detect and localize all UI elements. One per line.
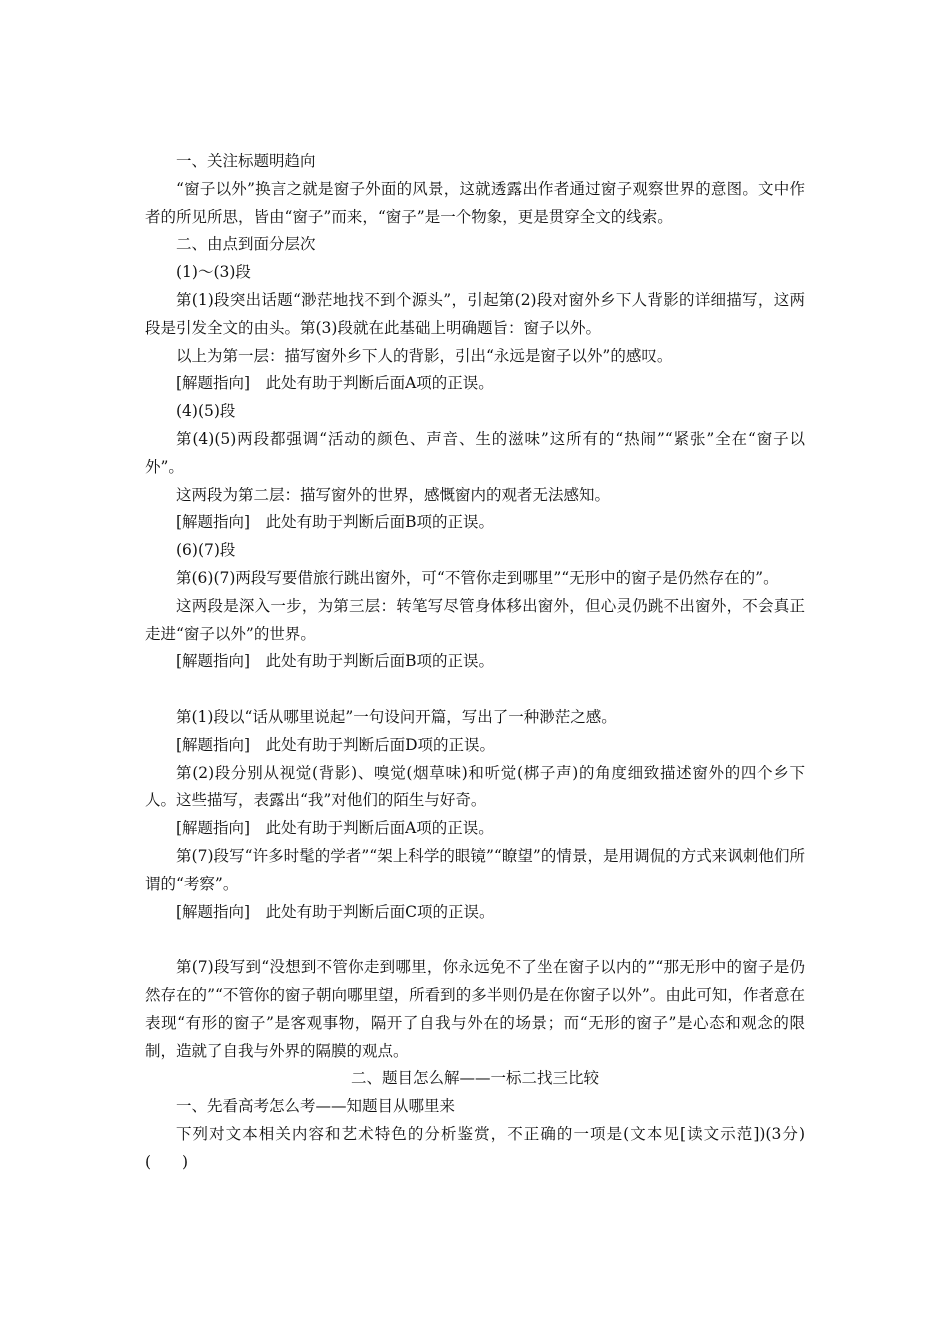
hint-note: [解题指向] 此处有助于判断后面D项的正误。 (176, 735, 496, 754)
paragraph: 以上为第一层：描写窗外乡下人的背影，引出“永远是窗子以外”的感叹。 (176, 346, 673, 365)
subheading: (6)(7)段 (176, 541, 236, 560)
centered-heading: 二、题目怎么解——一标二找三比较 (350, 1069, 599, 1088)
blank-line (145, 926, 805, 954)
document-body (145, 148, 805, 1176)
paragraph: 这两段是深入一步，为第三层：转笔写尽管身体移出窗外，但心灵仍跳不出窗外，不会真正走进“窗子以外”的世界。 (145, 596, 805, 643)
paragraph: “窗子以外”换言之就是窗子外面的风景，这就透露出作者通过窗子观察世界的意图。文中作者的所见所思，皆由“窗子”而来，“窗子”是一个物象，更是贯穿全文的线索。 (145, 179, 805, 226)
hint-note: [解题指向] 此处有助于判断后面A项的正误。 (176, 374, 494, 393)
paragraph: 第(4)(5)两段都强调“活动的颜色、声音、生的滋味”这所有的“热闹”“紧张”全在“窗子以外”。 (145, 429, 805, 476)
subheading: (4)(5)段 (176, 402, 236, 421)
section-heading: 一、先看高考怎么考——知题目从哪里来 (176, 1097, 456, 1116)
question-stem: 下列对文本相关内容和艺术特色的分析鉴赏，不正确的一项是(文本见[读文示范])(3分)( ) (145, 1124, 805, 1171)
paragraph: 这两段为第二层：描写窗外的世界，感慨窗内的观者无法感知。 (176, 485, 611, 504)
paragraph: 第(2)段分别从视觉(背影)、嗅觉(烟草味)和听觉(梆子声)的角度细致描述窗外的四个乡下人。这些描写，表露出“我”对他们的陌生与好奇。 (145, 763, 805, 810)
hint-note: [解题指向] 此处有助于判断后面B项的正误。 (176, 513, 494, 532)
hint-note: [解题指向] 此处有助于判断后面B项的正误。 (176, 652, 494, 671)
paragraph: 第(7)段写“许多时髦的学者”“架上科学的眼镜”“瞭望”的情景，是用调侃的方式来讽刺他们所谓的“考察”。 (145, 846, 805, 893)
paragraph: 第(6)(7)两段写要借旅行跳出窗外，可“不管你走到哪里”“无形中的窗子是仍然存在的”。 (176, 568, 779, 587)
paragraph: 第(1)段以“话从哪里说起”一句设问开篇，写出了一种渺茫之感。 (176, 707, 617, 726)
hint-note: [解题指向] 此处有助于判断后面C项的正误。 (176, 902, 495, 921)
subheading: (1)～(3)段 (176, 263, 251, 282)
section-heading-2: 二、由点到面分层次 (176, 235, 316, 254)
blank-line (145, 676, 805, 704)
paragraph: 第(7)段写到“没想到不管你走到哪里，你永远免不了坐在窗子以内的”“那无形中的窗子是仍然存在的”“不管你的窗子朝向哪里望，所看到的多半则仍是在你窗子以外”。由此可知，作者意在表现“有形的窗子”是客观事物，隔开了自我与外在的场景；而“无形的窗子”是心态和观念的限制，造就了自我与外界的隔膜的观点。 (145, 958, 805, 1060)
paragraph: 第(1)段突出话题“渺茫地找不到个源头”，引起第(2)段对窗外乡下人背影的详细描写，这两段是引发全文的由头。第(3)段就在此基础上明确题旨：窗子以外。 (145, 290, 805, 337)
hint-note: [解题指向] 此处有助于判断后面A项的正误。 (176, 819, 494, 838)
section-heading-1: 一、关注标题明趋向 (176, 152, 316, 170)
